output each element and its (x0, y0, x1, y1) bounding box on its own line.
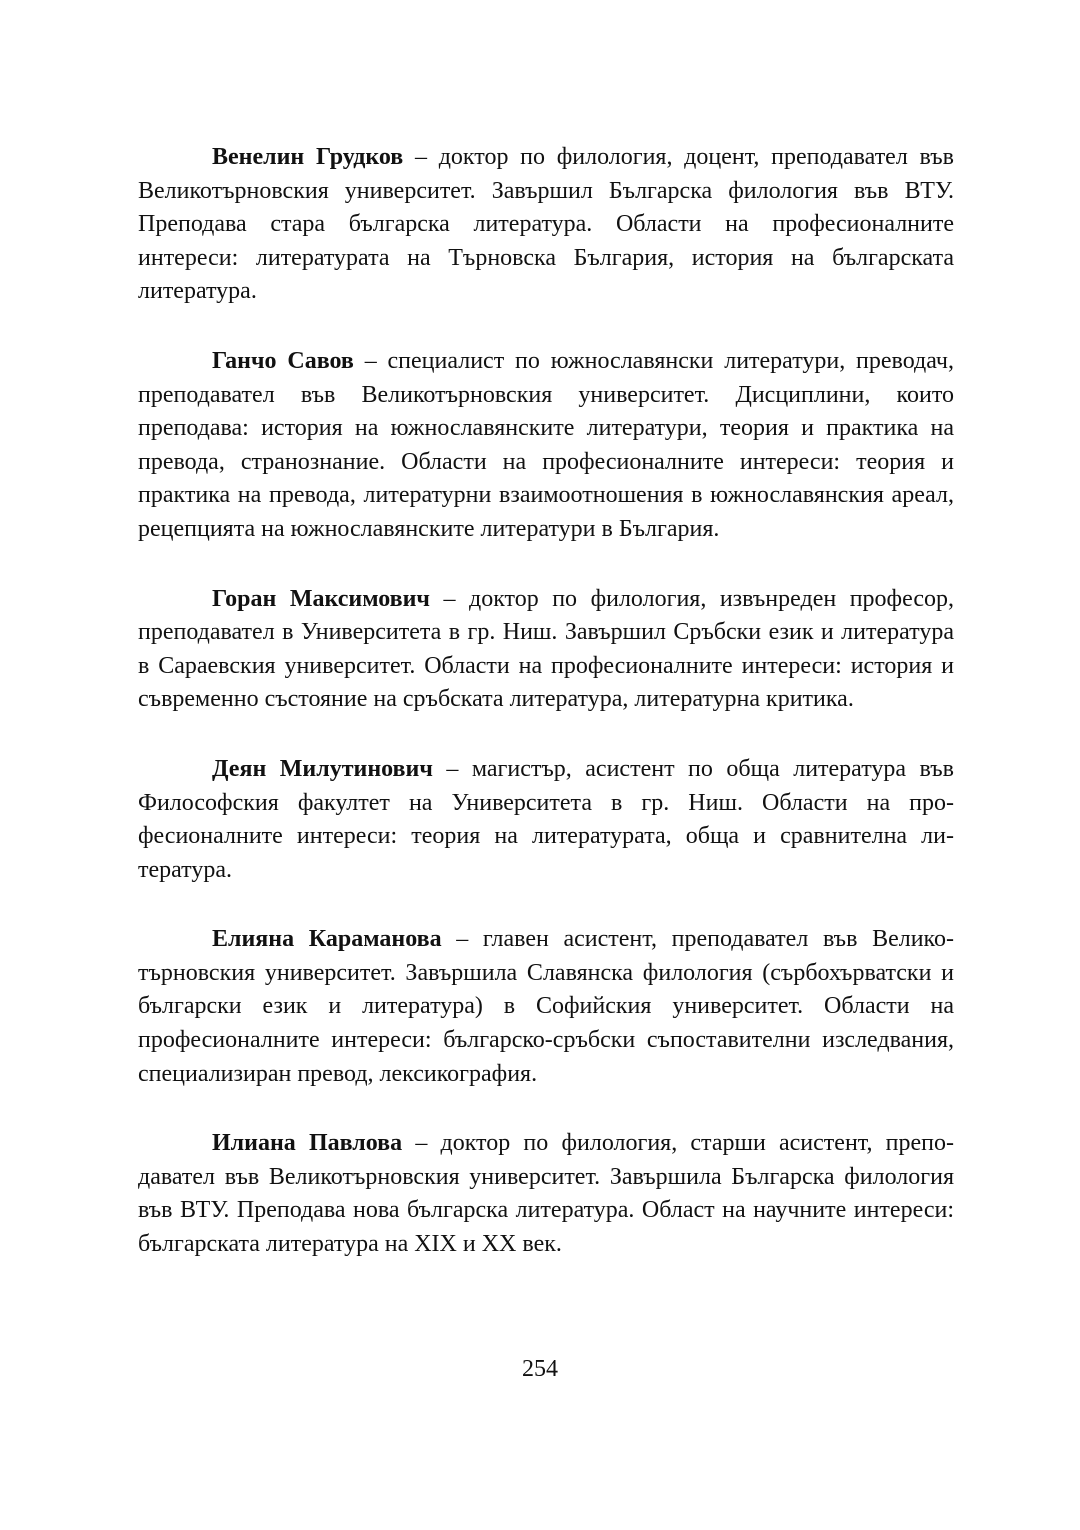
page-number: 254 (522, 1356, 558, 1382)
person-name: Ганчо Савов (212, 347, 354, 374)
biography-text: – доктор по филология, старши асистент, преподавател във Великотърновския университет. Завършила Българска филология във ВТУ. Преподава нова българска литература. Област на научните интереси: българската литература на XIX и XX век. (138, 1130, 954, 1258)
biography-entry (138, 1127, 954, 1261)
biography-text: – доктор по филология, доцент, преподавател във Великотърновския университет. Завършил Българска филология във ВТУ. Преподава стара българска литература. Области на професионалните интереси: литературата на Търновска България, история на българската литература. (138, 144, 954, 305)
biography-text: – магистър, асистент по обща литература във Философския факултет на Университета в гр. Ниш. Области на професионалните интереси: теория на литературата, обща и сравнителна литература. (138, 755, 955, 883)
person-name: Венелин Грудков (212, 144, 404, 170)
person-name: Елияна Караманова (212, 926, 442, 953)
biography-entry (138, 141, 954, 309)
biography-text: – главен асистент, преподавател във Великотърновския университет. Завършила Славянска филология (сърбохърватски и български език и литература) в Софийския университет. Области на професионалните интереси: българско-сръбски съпоставителни изследвания, специализиран превод, лексикография. (138, 926, 954, 1087)
biography-entry (138, 753, 954, 887)
person-name: Деян Милутинович (212, 755, 433, 782)
biography-entry (138, 923, 954, 1091)
biography-entry (138, 345, 954, 547)
biography-text: – специалист по южнославянски литератури, преводач, преподавател във Великотърновския университет. Дисциплини, които преподава: история на южнославянските литератури, теория и практика на превода, странознание. Области на професионалните интереси: теория и практика на превода, литературни взаимоотношения в южнославянския ареал, рецепцията на южнославянските литератури в България. (138, 347, 955, 542)
biography-entry (138, 583, 954, 717)
person-name: Горан Максимович (212, 585, 430, 612)
page-body (138, 141, 954, 1298)
biography-text: – доктор по филология, извънреден професор, преподавател в Университета в гр. Ниш. Завършил Сръбски език и литература в Сараевския университет. Области на професионалните интереси: история и съвременно състояние на сръбската литература, литературна критика. (138, 585, 954, 713)
person-name: Илиана Павлова (212, 1130, 403, 1157)
